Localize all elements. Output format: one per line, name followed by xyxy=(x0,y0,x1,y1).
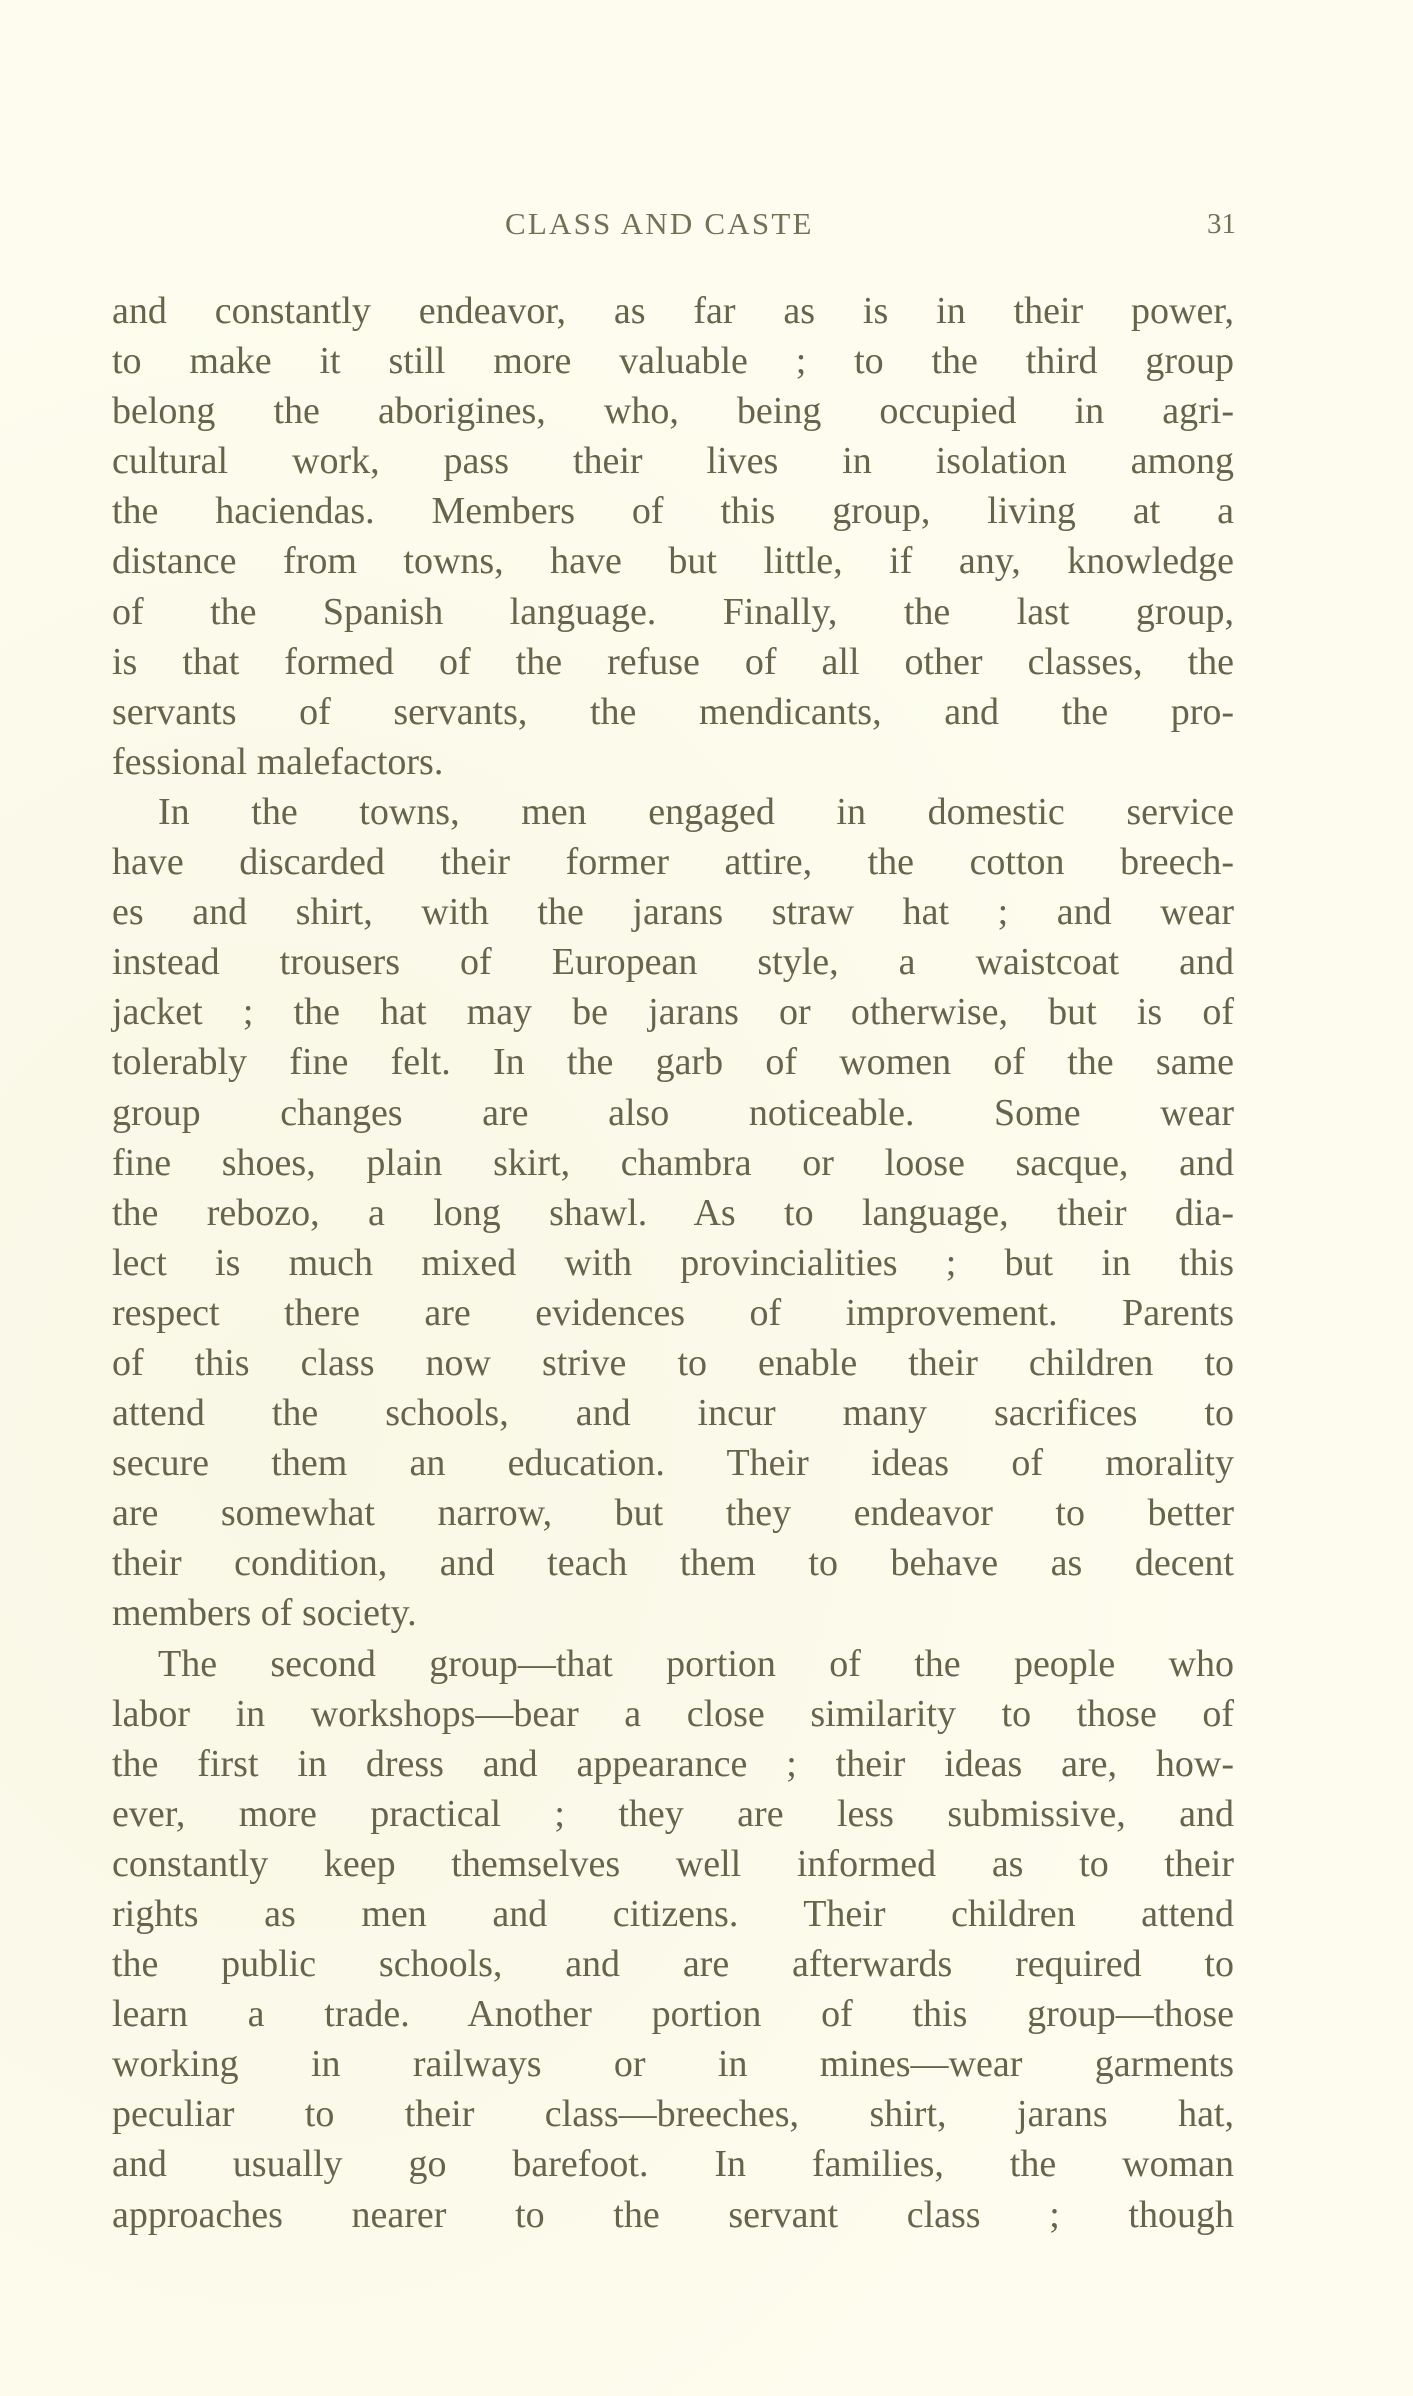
running-title: CLASS AND CASTE xyxy=(505,206,814,241)
text-line: their condition, and teach them to behave as decent xyxy=(112,1542,1234,1585)
text-line: of this class now strive to enable their children to xyxy=(112,1341,1234,1384)
text-line: the rebozo, a long shawl. As to language, their dia- xyxy=(112,1191,1234,1234)
text-line: and constantly endeavor, as far as is in their power, xyxy=(112,290,1234,332)
text-line: servants of servants, the mendicants, and the pro- xyxy=(112,690,1234,733)
text-line: distance from towns, have but little, if any, knowledge xyxy=(112,540,1234,583)
body-text xyxy=(112,286,1234,2240)
text-line: are somewhat narrow, but they endeavor to better xyxy=(112,1492,1234,1535)
text-line: the first in dress and appearance ; their ideas are, how- xyxy=(112,1742,1234,1785)
text-line: instead trousers of European style, a waistcoat and xyxy=(112,941,1234,984)
paragraph xyxy=(112,286,1234,787)
text-line: jacket ; the hat may be jarans or otherwise, but is of xyxy=(112,991,1234,1034)
running-head xyxy=(112,206,1236,242)
text-line: the haciendas. Members of this group, living at a xyxy=(112,490,1234,533)
text-line: secure them an education. Their ideas of morality xyxy=(112,1442,1234,1485)
text-line: rights as men and citizens. Their children attend xyxy=(112,1893,1234,1935)
text-line: have discarded their former attire, the cotton breech- xyxy=(112,841,1234,884)
text-line: constantly keep themselves well informed as to their xyxy=(112,1842,1234,1885)
text-line: The second group—that portion of the people who xyxy=(158,1642,1234,1685)
text-line: cultural work, pass their lives in isolation among xyxy=(112,440,1234,483)
text-line: fine shoes, plain skirt, chambra or loose sacque, and xyxy=(112,1141,1234,1184)
text-line: ever, more practical ; they are less submissive, and xyxy=(112,1792,1234,1835)
text-line: labor in workshops—bear a close similarity to those of xyxy=(112,1692,1234,1735)
text-line: is that formed of the refuse of all other classes, the xyxy=(112,640,1234,683)
paragraph xyxy=(112,787,1234,1639)
text-line: members of society. xyxy=(112,1592,417,1635)
text-line: to make it still more valuable ; to the third group xyxy=(112,340,1234,383)
text-line: lect is much mixed with provincialities ; but in this xyxy=(112,1241,1234,1284)
text-line: learn a trade. Another portion of this group—those xyxy=(112,1993,1234,2036)
text-line: group changes are also noticeable. Some wear xyxy=(112,1091,1234,1134)
text-line: of the Spanish language. Finally, the last group, xyxy=(112,590,1234,633)
text-line: belong the aborigines, who, being occupied in agri- xyxy=(112,390,1234,433)
text-line: respect there are evidences of improvement. Parents xyxy=(112,1291,1234,1334)
text-line: attend the schools, and incur many sacrifices to xyxy=(112,1392,1234,1435)
text-line: es and shirt, with the jarans straw hat ; and wear xyxy=(112,891,1234,934)
text-line: approaches nearer to the servant class ; though xyxy=(112,2193,1234,2236)
text-line: In the towns, men engaged in domestic service xyxy=(158,790,1234,833)
text-line: the public schools, and are afterwards required to xyxy=(112,1943,1234,1986)
paragraph xyxy=(112,1639,1234,2240)
text-line: fessional malefactors. xyxy=(112,740,444,783)
page-number: 31 xyxy=(1207,208,1236,240)
text-line: and usually go barefoot. In families, the woman xyxy=(112,2143,1234,2186)
text-line: tolerably fine felt. In the garb of women of the same xyxy=(112,1041,1234,1084)
text-line: peculiar to their class—breeches, shirt, jarans hat, xyxy=(112,2093,1234,2136)
text-line: working in railways or in mines—wear garments xyxy=(112,2043,1234,2086)
